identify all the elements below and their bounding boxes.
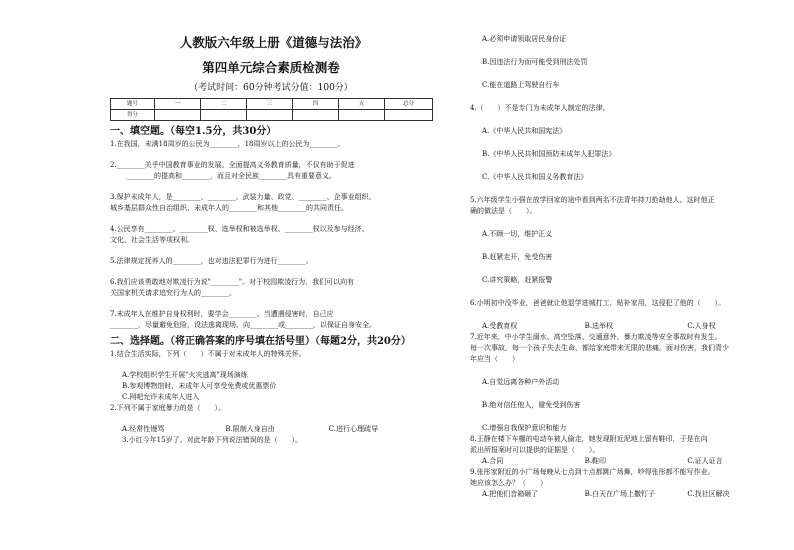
question-line: 2.________关乎中国教育事业的发展。全面提高义务教育质量，不仅有助于促进 — [110, 161, 355, 169]
right-column — [470, 34, 790, 500]
options-row — [470, 456, 790, 467]
question-line: 1.在我国，未满18周岁的公民为________，18周岁以上的公民为________。 — [110, 140, 345, 148]
option-line: B.参观博物馆时，未成年人可享受免费或优惠票价 — [122, 382, 277, 390]
question-line: 5.法律规定抚养人的________，也对违法犯罪行为进行________。 — [110, 257, 313, 265]
question-line: 5.六年级学生小强在放学回家的途中看到两名不法青年持刀抢劫他人。这时他正 — [470, 196, 715, 204]
option-line: B.《中华人民共和国预防未成年人犯罪法》 — [482, 150, 616, 158]
option-line: A.必须申请领取居民身份证 — [482, 35, 567, 43]
question-line: 关国家机关请求追究行为人的________。 — [110, 289, 236, 297]
question-line: 年应当（ ） — [470, 355, 519, 363]
exam-title: 人教版六年级上册《道德与法治》 — [179, 35, 368, 50]
question-line: 6.我们应该勇敢地对欺凌行为说"________"。对于校园欺凌行为，我们可以向有 — [110, 278, 355, 286]
options-row — [110, 424, 432, 435]
question-line: 7.近年来，中小学生溺水、高空坠落、交通意外、暴力欺凌等安全事故时有发生。 — [470, 333, 722, 341]
question-line: ________，尽量避免危险，设法逃离现场，向________或________，以保证自身安全。 — [110, 321, 376, 329]
question-line: ________的提高和________，而且对全民族________具有重要意义。 — [126, 172, 336, 180]
option-a: A.把他们音箱砸了 — [482, 490, 539, 498]
question-line: 7.未成年人在维护自身权利时，要学会________。当遭遇侵害时，自己应 — [110, 310, 334, 318]
score-table — [110, 98, 433, 121]
option-a: A.受教育权 — [482, 322, 518, 330]
score-header-cell: 总分 — [385, 99, 433, 110]
option-line: A.不顾一切，维护正义 — [482, 230, 553, 238]
option-line: C.能在道路上驾驶自行车 — [482, 81, 560, 89]
score-input-cell[interactable] — [385, 110, 433, 121]
score-header-cell: 五 — [339, 99, 385, 110]
score-header-cell: 一 — [155, 99, 201, 110]
option-c: C.进行心理疏导 — [328, 425, 378, 433]
option-line: B.绝对信任他人，避免受到伤害 — [482, 401, 581, 409]
left-column — [110, 34, 432, 446]
option-line: B.因违法行为而可能受到刑法处罚 — [482, 58, 588, 66]
option-a: A.合同 — [482, 457, 504, 465]
score-input-cell[interactable] — [339, 110, 385, 121]
option-b: B.选举权 — [584, 322, 614, 330]
option-line: C.《中华人民共和国义务教育法》 — [482, 173, 588, 181]
option-line: A.学校组织学生开展"火灾逃离"现场演练 — [122, 371, 248, 379]
question-line: 确的做法是（ ）。 — [470, 207, 537, 215]
question-line: 6.小明初中没毕业，爸爸就让他退学进城打工，贴补家用，这侵犯了他的（ ）。 — [470, 299, 726, 307]
score-header-cell: 二 — [201, 99, 247, 110]
option-line: B.赶紧走开，免受伤害 — [482, 253, 553, 261]
question-line: 4.公民享有________、________权、选举权和被选举权、________权以及参与经济、 — [110, 225, 369, 233]
score-input-cell[interactable] — [201, 110, 247, 121]
question-line: 8.王静在楼下车棚的电动车被人偷走，她发现附近泥地上留有鞋印，于是在向 — [470, 435, 708, 443]
question-line: 4.（ ）不是专门为未成年人制定的法律。 — [470, 104, 610, 112]
score-input-cell[interactable] — [293, 110, 339, 121]
option-line: C.增强自我保护意识和能力 — [482, 424, 567, 432]
question-line: 9.张彤家附近的小广场每晚从七点到十点都跳广场舞，吵得张彤都不能写作业。 — [470, 468, 715, 476]
score-header-cell: 四 — [293, 99, 339, 110]
option-a: A.经常性谩骂 — [122, 425, 165, 433]
question-line: 每一次事故，每一个孩子失去生命，都给家庭带来无限的悲痛。面对伤害，我们青少 — [470, 344, 729, 352]
score-row-label: 得分 — [111, 110, 155, 121]
question-line: 派出所报案时可以提供的证据是（ ）。 — [470, 446, 600, 454]
score-input-cell[interactable] — [247, 110, 293, 121]
score-input-cell[interactable] — [155, 110, 201, 121]
question-line: 3.保护未成年人，是________、________、武装力量、政党、________、企事业组织、 — [110, 193, 376, 201]
question-line: 城乡基层群众性自治组织、未成年人的________和其他________的共同责任。 — [110, 204, 348, 212]
score-table-score-row — [111, 110, 433, 121]
option-line: A.自觉远离各种户外活动 — [482, 378, 560, 386]
section-choice-title: 二、选择题。（将正确答案的序号填在括号里）（每题2分，共20分） — [110, 336, 411, 347]
question-line: 1.结合生活实际，下列（ ）不属于对未成年人的特殊关怀。 — [110, 350, 306, 358]
question-line: 2.下列不属于家庭暴力的是（ ）。 — [110, 404, 226, 412]
option-b: B.白天在广场上撒钉子 — [584, 490, 656, 498]
option-c: C.人身权 — [687, 322, 716, 330]
exam-info: （考试时间：60分钟考试分值：100分） — [189, 83, 353, 93]
score-table-header-row — [111, 99, 433, 110]
option-b: B.限制人身自由 — [225, 425, 275, 433]
option-line: C.网吧允许未成年人进入 — [122, 393, 200, 401]
options-row — [470, 489, 790, 500]
question-line: 她应该怎么办？（ ） — [470, 479, 547, 487]
question-line: 3.小红今年15岁了。对此年龄下列说法错误的是（ ）。 — [122, 436, 303, 444]
options-row — [470, 321, 790, 332]
exam-subtitle: 第四单元综合素质检测卷 — [202, 60, 340, 75]
score-header-cell: 题号 — [111, 99, 155, 110]
option-b: B.鞋印 — [584, 457, 607, 465]
option-line: A.《中华人民共和国宪法》 — [482, 127, 567, 135]
score-header-cell: 三 — [247, 99, 293, 110]
option-c: C.找社区解决 — [687, 490, 730, 498]
option-c: C.证人证言 — [687, 457, 723, 465]
option-line: C.讲究策略，赶紧报警 — [482, 276, 553, 284]
section-fill-blank-title: 一、填空题。（每空1.5分，共30分） — [110, 126, 277, 137]
question-line: 文化、社会生活等项权利。 — [110, 236, 194, 244]
